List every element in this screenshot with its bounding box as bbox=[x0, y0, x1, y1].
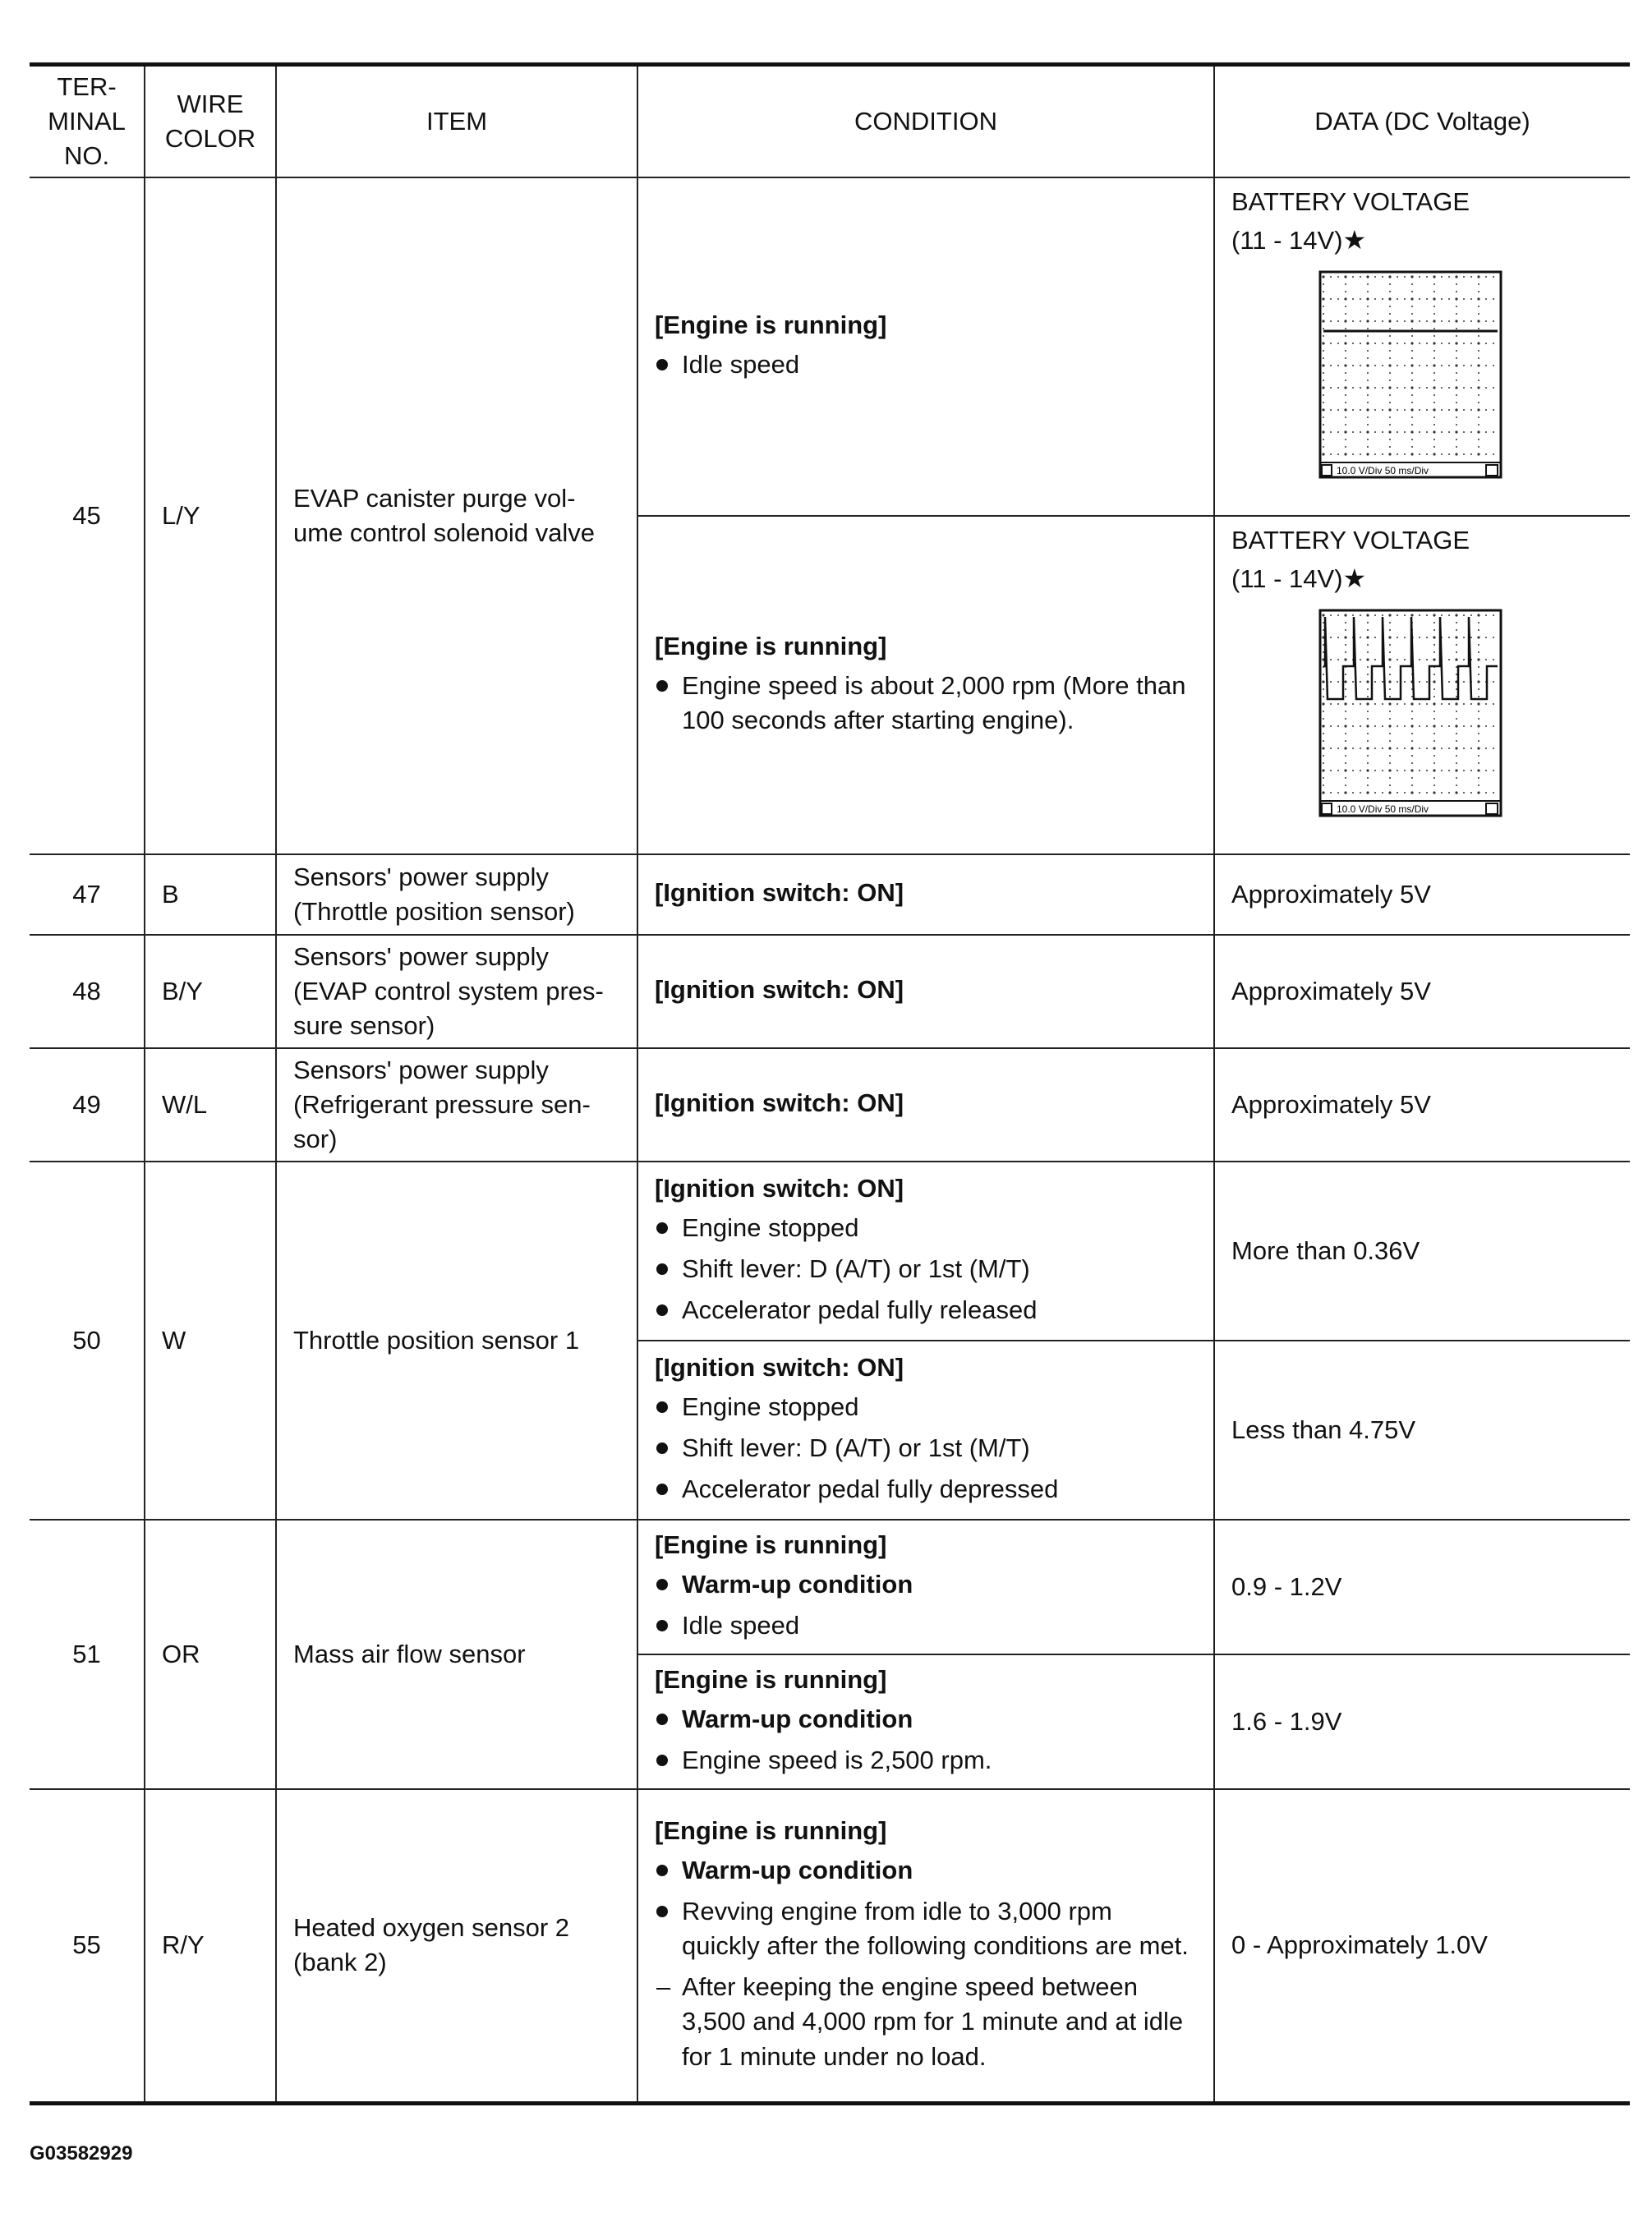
condition-item: Shift lever: D (A/T) or 1st (M/T) bbox=[655, 1431, 1197, 1465]
condition-list bbox=[655, 1702, 1197, 1778]
header-terminal-no bbox=[30, 65, 145, 178]
condition-cell bbox=[637, 516, 1214, 854]
condition-item: Engine speed is about 2,000 rpm (More than 100 seconds after starting engine). bbox=[655, 669, 1197, 738]
condition-title: [Ignition switch: ON] bbox=[655, 877, 904, 907]
terminal-no-cell: 50 bbox=[30, 1162, 145, 1520]
wire-color-cell: L/Y bbox=[145, 177, 276, 854]
item-cell: Sensors' power supply (Throttle position sensor) bbox=[276, 854, 637, 935]
header-wire-color bbox=[145, 65, 276, 178]
condition-item: Accelerator pedal fully depressed bbox=[655, 1472, 1197, 1507]
wire-color-cell: B bbox=[145, 854, 276, 935]
data-cell: Less than 4.75V bbox=[1214, 1341, 1630, 1520]
data-cell: Approximately 5V bbox=[1214, 1048, 1630, 1162]
condition-list bbox=[655, 669, 1197, 738]
scope-caption: 10.0 V/Div 50 ms/Div bbox=[1337, 464, 1429, 476]
condition-title: [Engine is running] bbox=[655, 1664, 887, 1694]
header-terminal-text: TER- MINAL NO. bbox=[48, 71, 126, 171]
terminal-no-cell: 49 bbox=[30, 1048, 145, 1162]
table-row bbox=[30, 1048, 1630, 1162]
terminal-no-cell: 47 bbox=[30, 854, 145, 935]
data-value: BATTERY VOLTAGE bbox=[1231, 526, 1470, 554]
condition-item: Warm-up condition bbox=[655, 1702, 1197, 1737]
condition-title: [Ignition switch: ON] bbox=[655, 1173, 904, 1203]
condition-item: Shift lever: D (A/T) or 1st (M/T) bbox=[655, 1252, 1197, 1286]
condition-item: Warm-up condition bbox=[655, 1567, 1197, 1602]
condition-title: [Engine is running] bbox=[655, 310, 887, 339]
condition-item: Idle speed bbox=[655, 347, 1197, 382]
data-cell: More than 0.36V bbox=[1214, 1162, 1630, 1341]
waveform-figure bbox=[1318, 270, 1502, 479]
condition-list bbox=[655, 1390, 1197, 1507]
condition-list bbox=[655, 1567, 1197, 1643]
condition-list bbox=[655, 1211, 1197, 1327]
condition-list bbox=[655, 1853, 1197, 2074]
condition-cell bbox=[637, 1654, 1214, 1789]
data-range-line bbox=[1231, 561, 1613, 597]
terminal-no-cell: 48 bbox=[30, 935, 145, 1048]
item-cell: Sensors' power supply (Refrigerant pressure sen- sor) bbox=[276, 1048, 637, 1162]
wire-color-cell: W bbox=[145, 1162, 276, 1520]
data-cell: 0 - Approximately 1.0V bbox=[1214, 1789, 1630, 2103]
header-row bbox=[30, 65, 1630, 178]
condition-title: [Engine is running] bbox=[655, 631, 887, 660]
condition-cell bbox=[637, 1341, 1214, 1520]
condition-title: [Engine is running] bbox=[655, 1815, 887, 1845]
header-condition-text: CONDITION bbox=[854, 106, 997, 136]
condition-item: Accelerator pedal fully released bbox=[655, 1293, 1197, 1327]
data-cell bbox=[1214, 177, 1630, 516]
data-range-line bbox=[1231, 223, 1613, 259]
header-item bbox=[276, 65, 637, 178]
data-cell: 0.9 - 1.2V bbox=[1214, 1520, 1630, 1654]
data-cell: 1.6 - 1.9V bbox=[1214, 1654, 1630, 1789]
star-icon: ★ bbox=[1342, 225, 1367, 255]
terminal-no-cell: 55 bbox=[30, 1789, 145, 2103]
condition-item: Warm-up condition bbox=[655, 1853, 1197, 1888]
condition-cell bbox=[637, 1048, 1214, 1162]
condition-cell bbox=[637, 177, 1214, 516]
header-data bbox=[1214, 65, 1630, 178]
terminal-no-cell: 45 bbox=[30, 177, 145, 854]
data-range: (11 - 14V) bbox=[1231, 564, 1343, 594]
header-condition bbox=[637, 65, 1214, 178]
condition-item: – After keeping the engine speed between 3,500 and 4,000 rpm for 1 minute and at idle for 1 minute under no load. bbox=[655, 1970, 1197, 2073]
wire-color-cell: OR bbox=[145, 1520, 276, 1789]
terminal-no-cell: 51 bbox=[30, 1520, 145, 1789]
data-value: BATTERY VOLTAGE bbox=[1231, 187, 1470, 216]
ecm-terminal-table bbox=[30, 62, 1630, 2105]
header-item-text: ITEM bbox=[426, 106, 488, 136]
table-row bbox=[30, 1520, 1630, 1654]
condition-item: Idle speed bbox=[655, 1608, 1197, 1643]
wire-color-cell: R/Y bbox=[145, 1789, 276, 2103]
condition-item: Revving engine from idle to 3,000 rpm quickly after the following conditions are met. bbox=[655, 1894, 1197, 1963]
condition-cell bbox=[637, 1162, 1214, 1341]
table-row bbox=[30, 935, 1630, 1048]
condition-title: [Ignition switch: ON] bbox=[655, 1088, 904, 1117]
condition-title: [Ignition switch: ON] bbox=[655, 974, 904, 1004]
condition-cell bbox=[637, 1789, 1214, 2103]
data-cell bbox=[1214, 516, 1630, 854]
data-cell: Approximately 5V bbox=[1214, 935, 1630, 1048]
condition-item: Engine stopped bbox=[655, 1211, 1197, 1245]
table-row bbox=[30, 1789, 1630, 2103]
header-data-text: DATA (DC Voltage) bbox=[1314, 106, 1530, 136]
item-cell: Heated oxygen sensor 2 (bank 2) bbox=[276, 1789, 637, 2103]
star-icon: ★ bbox=[1342, 564, 1367, 594]
table-row bbox=[30, 854, 1630, 935]
condition-title: [Engine is running] bbox=[655, 1530, 887, 1559]
waveform-figure bbox=[1318, 609, 1502, 817]
condition-cell bbox=[637, 854, 1214, 935]
item-cell: Sensors' power supply (EVAP control system pres- sure sensor) bbox=[276, 935, 637, 1048]
table-row bbox=[30, 1162, 1630, 1341]
table-body bbox=[30, 177, 1630, 2103]
wire-color-cell: W/L bbox=[145, 1048, 276, 1162]
scope-caption: 10.0 V/Div 50 ms/Div bbox=[1337, 803, 1429, 815]
condition-item: Engine speed is 2,500 rpm. bbox=[655, 1743, 1197, 1778]
condition-title: [Ignition switch: ON] bbox=[655, 1352, 904, 1382]
header-wire-text: WIRE COLOR bbox=[164, 89, 256, 153]
scope-frame bbox=[1320, 272, 1501, 477]
oscilloscope-waveform bbox=[1318, 609, 1502, 817]
condition-item: Engine stopped bbox=[655, 1390, 1197, 1424]
wire-color-cell: B/Y bbox=[145, 935, 276, 1048]
figure-code: G03582929 bbox=[30, 2142, 133, 2165]
condition-cell bbox=[637, 1520, 1214, 1654]
oscilloscope-waveform bbox=[1318, 270, 1502, 479]
item-cell: EVAP canister purge vol- ume control solenoid valve bbox=[276, 177, 637, 854]
data-range: (11 - 14V) bbox=[1231, 226, 1343, 255]
condition-list bbox=[655, 347, 1197, 382]
item-cell: Throttle position sensor 1 bbox=[276, 1162, 637, 1520]
data-cell: Approximately 5V bbox=[1214, 854, 1630, 935]
item-cell: Mass air flow sensor bbox=[276, 1520, 637, 1789]
table-row bbox=[30, 177, 1630, 516]
condition-cell bbox=[637, 935, 1214, 1048]
